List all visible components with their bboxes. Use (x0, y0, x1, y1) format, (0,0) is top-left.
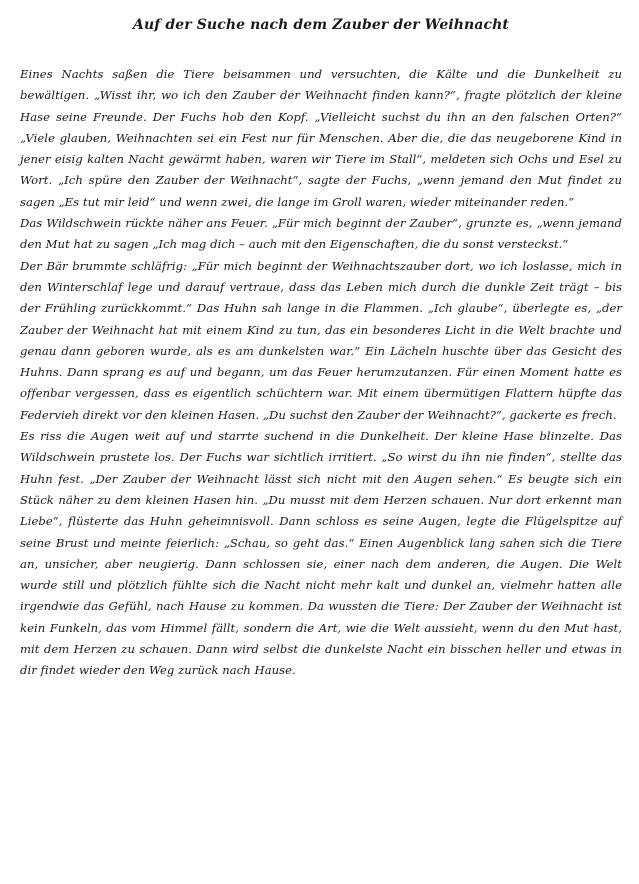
paragraph-wildschwein: Das Wildschwein rückte näher ans Feuer. „Für mich beginnt der Zauber“, grunzte es, „wenn jemand den Mut hat zu sagen „Ich mag dich – auch mit den Eigenschaften, die du sonst versteckst.“ (20, 216, 622, 252)
paragraph-intro: Eines Nachts saßen die Tiere beisammen und versuchten, die Kälte und die Dunkelheit zu bewältigen. „Wisst ihr, wo ich den Zauber der Weihnacht finden kann?“, fragte plötzlich der kleine Hase seine Freunde. Der Fuchs hob den Kopf. „Vielleicht suchst du ihn an den falschen Orten?“ „Viele glauben, Weihnachten sei ein Fest nur für Menschen. Aber die, die das neugeborene Kind in jener eisig kalten Nacht gewärmt haben, waren wir Tiere im Stall“, meldeten sich Ochs und Esel zu Wort. „Ich spüre den Zauber der Weihnacht“, sagte der Fuchs, „wenn jemand den Mut findet zu sagen „Es tut mir leid“ und wenn zwei, die lange im Groll waren, wieder miteinander reden.“ (20, 67, 622, 209)
paragraph-ending: Es riss die Augen weit auf und starrte suchend in die Dunkelheit. Der kleine Hase blinzelte. Das Wildschwein prustete los. Der Fuchs war sichtlich irritiert. „So wirst du ihn nie finden“, stellte das Huhn fest. „Der Zauber der Weihnacht lässt sich nicht mit den Augen sehen.“ Es beugte sich ein Stück näher zu dem kleinen Hasen hin. „Du musst mit dem Herzen schauen. Nur dort erkennt man Liebe“, flüsterte das Huhn geheimnisvoll. Dann schloss es seine Augen, legte die Flügelspitze auf seine Brust und meinte feierlich: „Schau, so geht das.“ Einen Augenblick lang sahen sich die Tiere an, unsicher, aber neugierig. Dann schlossen sie, einer nach dem anderen, die Augen. Die Welt wurde still und plötzlich fühlte sich die Nacht nicht mehr kalt und dunkel an, vielmehr hatten alle irgendwie das Gefühl, nach Hause zu kommen. Da wussten die Tiere: Der Zauber der Weihnacht ist kein Funkeln, das vom Himmel fällt, sondern die Art, wie die Welt aussieht, wenn du den Mut hast, mit dem Herzen zu schauen. Dann wird selbst die dunkelste Nacht ein bisschen heller und etwas in dir findet wieder den Weg zurück nach Hause. (20, 429, 622, 678)
paragraph-baer-huhn: Der Bär brummte schläfrig: „Für mich beginnt der Weihnachtszauber dort, wo ich loslasse, mich in den Winterschlaf lege und darauf vertraue, dass das Leben mich durch die dunkle Zeit trägt – bis der Frühling zurückkommt.“ Das Huhn sah lange in die Flammen. „Ich glaube“, überlegte es, „der Zauber der Weihnacht hat mit einem Kind zu tun, das ein besonderes Licht in die Welt brachte und genau dann geboren wurde, als es am dunkelsten war.“ Ein Lächeln huschte über das Gesicht des Huhns. Dann sprang es auf und begann, um das Feuer herumzutanzen. Für einen Moment hatte es offenbar vergessen, dass es eigentlich schüchtern war. Mit einem übermütigen Flattern hüpfte das Federvieh direkt vor den kleinen Hasen. „Du suchst den Zauber der Weihnacht?“, gackerte es frech. (20, 258, 622, 422)
document-body (20, 64, 622, 682)
document-title: Auf der Suche nach dem Zauber der Weihnacht (133, 17, 509, 33)
